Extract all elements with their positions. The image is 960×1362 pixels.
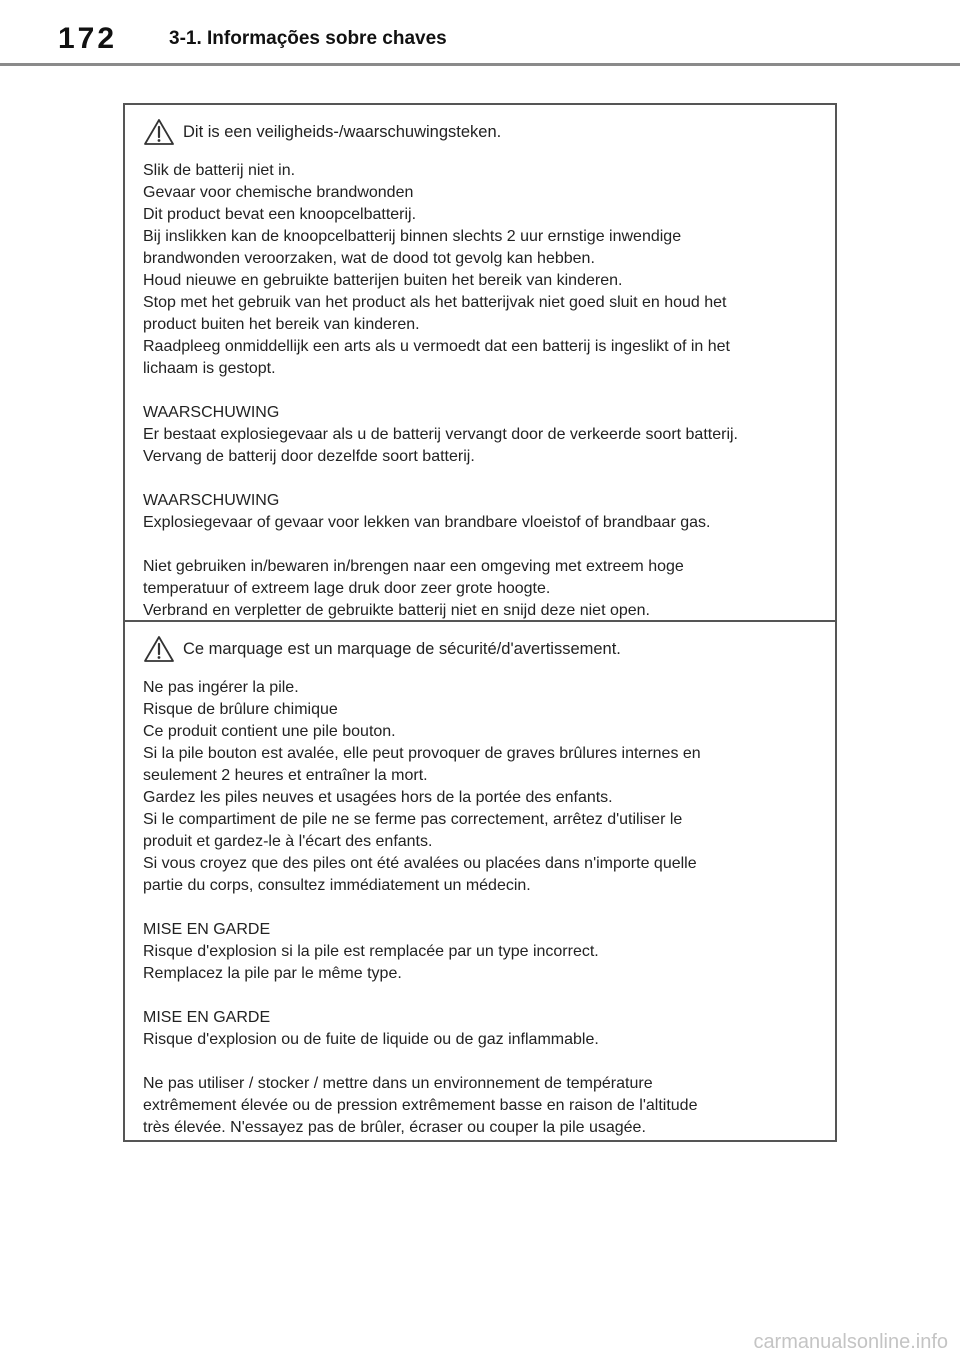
notice-line: Ne pas utiliser / stocker / mettre dans un environnement de température [143, 1075, 653, 1092]
notice-line: lichaam is gestopt. [143, 360, 276, 377]
notice-line: extrêmement élevée ou de pression extrêmement basse en raison de l'altitude [143, 1097, 698, 1114]
notice-line: Raadpleeg onmiddellijk een arts als u vermoedt dat een batterij is ingeslikt of in het [143, 338, 730, 355]
notice-line: partie du corps, consultez immédiatement un médecin. [143, 877, 531, 894]
notice-line: brandwonden veroorzaken, wat de dood tot gevolg kan hebben. [143, 250, 595, 267]
notice-paragraph [143, 490, 821, 534]
notice-line: Si le compartiment de pile ne se ferme pas correctement, arrêtez d'utiliser le [143, 811, 683, 828]
watermark-text: carmanualsonline.info [753, 1331, 948, 1353]
notice-line: Ne pas ingérer la pile. [143, 679, 299, 696]
battery-warning-notice [123, 103, 837, 1142]
warning-triangle-icon [143, 118, 175, 146]
notice-line: Er bestaat explosiegevaar als u de batterij vervangt door de verkeerde soort batterij. [143, 426, 738, 443]
notice-line: Si vous croyez que des piles ont été avalées ou placées dans n'importe quelle [143, 855, 697, 872]
notice-line: Verbrand en verpletter de gebruikte batterij niet en snijd deze niet open. [143, 602, 650, 619]
notice-line: MISE EN GARDE [143, 921, 271, 938]
notice-line: WAARSCHUWING [143, 492, 280, 509]
notice-line: temperatuur of extreem lage druk door zeer grote hoogte. [143, 580, 551, 597]
notice-line: Niet gebruiken in/bewaren in/brengen naar een omgeving met extreem hoge [143, 558, 684, 575]
notice-section-french [125, 622, 835, 1140]
notice-heading-text: Dit is een veiligheids-/waarschuwingsteken. [183, 122, 502, 141]
notice-line: Ce produit contient une pile bouton. [143, 723, 396, 740]
notice-line: Houd nieuwe en gebruikte batterijen buiten het bereik van kinderen. [143, 272, 623, 289]
notice-line: WAARSCHUWING [143, 404, 280, 421]
notice-line: Si la pile bouton est avalée, elle peut provoquer de graves brûlures internes en [143, 745, 701, 762]
notice-heading-dutch [143, 117, 821, 147]
section-title: 3-1. Informações sobre chaves [169, 28, 447, 49]
notice-line: Vervang de batterij door dezelfde soort batterij. [143, 448, 475, 465]
page-header [0, 0, 960, 66]
notice-paragraph [143, 556, 821, 622]
warning-triangle-icon [143, 635, 175, 663]
notice-body-dutch [143, 160, 821, 622]
notice-paragraph [143, 160, 821, 380]
header-rule [0, 63, 960, 66]
notice-line: Stop met het gebruik van het product als het batterijvak niet goed sluit en houd het [143, 294, 727, 311]
notice-heading-text: Ce marquage est un marquage de sécurité/d'avertissement. [183, 639, 621, 658]
notice-heading-french [143, 634, 821, 664]
notice-paragraph [143, 677, 821, 897]
notice-line: Risque de brûlure chimique [143, 701, 338, 718]
notice-line: Risque d'explosion ou de fuite de liquide ou de gaz inflammable. [143, 1031, 599, 1048]
notice-paragraph [143, 919, 821, 985]
notice-line: Remplacez la pile par le même type. [143, 965, 402, 982]
page-number: 172 [58, 22, 118, 55]
notice-body-french [143, 677, 821, 1139]
notice-line: Bij inslikken kan de knoopcelbatterij binnen slechts 2 uur ernstige inwendige [143, 228, 682, 245]
notice-line: Explosiegevaar of gevaar voor lekken van brandbare vloeistof of brandbaar gas. [143, 514, 711, 531]
notice-line: Slik de batterij niet in. [143, 162, 296, 179]
notice-paragraph [143, 1073, 821, 1139]
notice-line: Gevaar voor chemische brandwonden [143, 184, 414, 201]
notice-section-dutch [125, 105, 835, 622]
notice-line: MISE EN GARDE [143, 1009, 271, 1026]
notice-line: produit et gardez-le à l'écart des enfants. [143, 833, 433, 850]
notice-line: Dit product bevat een knoopcelbatterij. [143, 206, 417, 223]
notice-line: très élevée. N'essayez pas de brûler, écraser ou couper la pile usagée. [143, 1119, 646, 1136]
notice-line: product buiten het bereik van kinderen. [143, 316, 420, 333]
notice-paragraph [143, 402, 821, 468]
notice-line: Risque d'explosion si la pile est remplacée par un type incorrect. [143, 943, 599, 960]
notice-paragraph [143, 1007, 821, 1051]
notice-line: seulement 2 heures et entraîner la mort. [143, 767, 428, 784]
notice-line: Gardez les piles neuves et usagées hors de la portée des enfants. [143, 789, 613, 806]
